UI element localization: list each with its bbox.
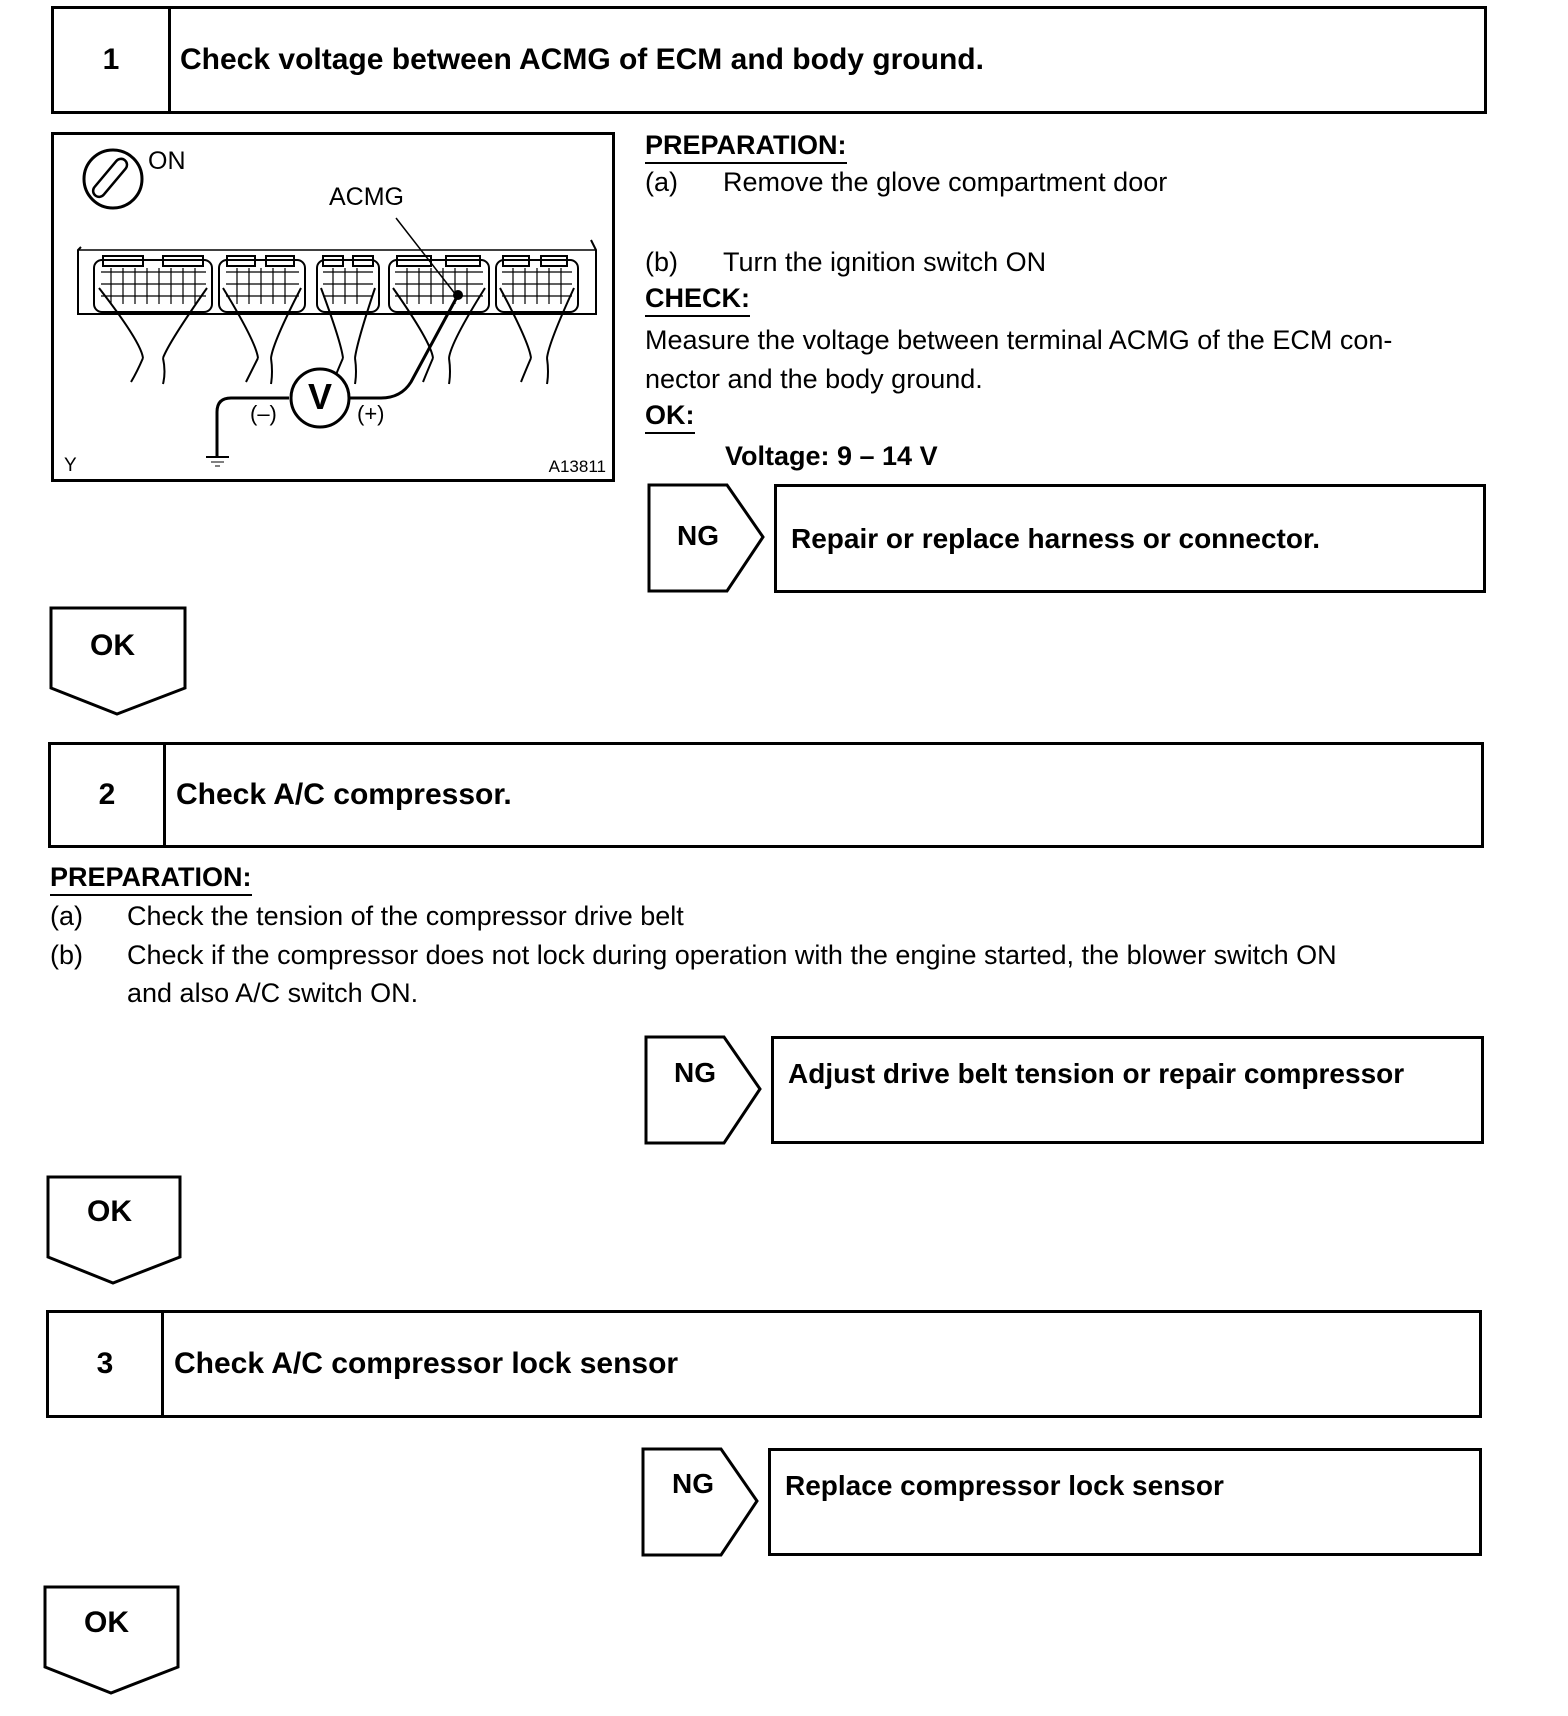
ng-label: NG (677, 520, 719, 551)
ng-action-box (771, 1036, 1484, 1144)
preparation-heading: PREPARATION: (50, 862, 252, 896)
preparation-item-a (645, 166, 1167, 198)
ok-label: OK (87, 1195, 132, 1228)
step-1-header (51, 6, 1487, 114)
preparation-item-b-continued: and also A/C switch ON. (127, 978, 419, 1008)
item-tag: (b) (50, 940, 83, 970)
step-2-header (48, 742, 1484, 848)
check-heading: CHECK: (645, 283, 750, 317)
ng-arrow-3 (641, 1447, 761, 1559)
voltmeter-symbol: V (308, 376, 333, 417)
ok-arrow-2 (46, 1175, 186, 1287)
ok-label: OK (84, 1606, 129, 1639)
step-title: Check A/C compressor. (176, 778, 512, 811)
step-title: Check A/C compressor lock sensor (174, 1347, 679, 1380)
preparation-heading: PREPARATION: (645, 130, 847, 164)
ng-action-box (768, 1448, 1482, 1556)
item-text: Check if the compressor does not lock during operation with the engine started, the blower switch ON (127, 940, 1337, 970)
ok-heading: OK: (645, 400, 695, 434)
item-text: Turn the ignition switch ON (723, 247, 1047, 277)
ok-label: OK (90, 629, 135, 662)
ng-action-text: Adjust drive belt tension or repair compressor (788, 1058, 1405, 1089)
check-text-line-1: Measure the voltage between terminal ACMG of the ECM con- (645, 325, 1393, 355)
figure-corner-label: Y (64, 455, 77, 476)
step-title: Check voltage between ACMG of ECM and body ground. (180, 43, 984, 76)
ng-action-text: Repair or replace harness or connector. (791, 523, 1321, 554)
ok-arrow-3 (43, 1585, 183, 1697)
ng-action-text: Replace compressor lock sensor (785, 1470, 1224, 1501)
step-number: 2 (51, 745, 166, 845)
preparation-item-b (50, 939, 1337, 971)
step-number: 1 (54, 9, 171, 111)
figure-id: A13811 (548, 457, 606, 476)
preparation-item-a (50, 900, 684, 932)
ng-label: NG (672, 1468, 714, 1499)
ng-arrow-2 (644, 1035, 764, 1147)
item-text: Check the tension of the compressor drive belt (127, 901, 684, 931)
item-tag: (b) (645, 247, 678, 277)
positive-probe-label: (+) (357, 401, 385, 426)
item-tag: (a) (50, 901, 83, 931)
ng-label: NG (674, 1057, 716, 1088)
ok-spec: Voltage: 9 – 14 V (725, 441, 938, 471)
step-number: 3 (49, 1313, 164, 1415)
ecm-voltage-diagram (51, 132, 615, 482)
ng-action-box (774, 484, 1486, 593)
preparation-item-b (645, 246, 1046, 278)
item-tag: (a) (645, 167, 678, 197)
negative-probe-label: (–) (250, 401, 277, 426)
acmg-terminal-label: ACMG (329, 183, 404, 211)
switch-on-label: ON (148, 147, 186, 175)
check-text-line-2: nector and the body ground. (645, 364, 983, 394)
item-text: Remove the glove compartment door (723, 167, 1168, 197)
step-3-header (46, 1310, 1482, 1418)
